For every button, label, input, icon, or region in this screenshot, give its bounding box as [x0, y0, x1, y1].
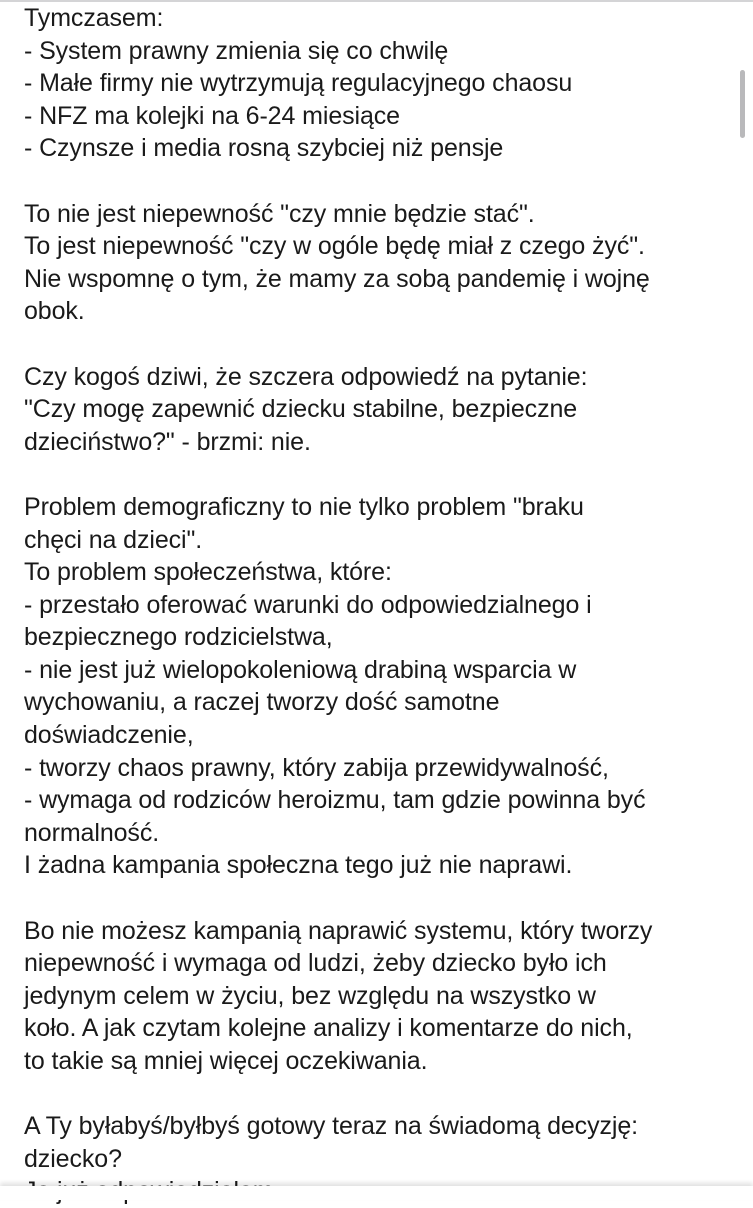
- text-line: obok.: [24, 297, 85, 326]
- paragraph-uncertainty: [24, 198, 729, 328]
- text-line: To problem społeczeństwa, które:: [24, 558, 392, 587]
- post-text-body: [24, 2, 729, 1208]
- text-line: niepewność i wymaga od ludzi, żeby dziecko było ich: [24, 949, 607, 978]
- text-line: I żadna kampania społeczna tego już nie naprawi.: [24, 851, 573, 880]
- list-item: - System prawny zmienia się co chwilę: [24, 36, 449, 65]
- text-line: To nie jest niepewność "czy mnie będzie stać".: [24, 199, 535, 228]
- text-line: A Ty byłabyś/byłbyś gotowy teraz na świadomą decyzję:: [24, 1112, 638, 1141]
- text-line: Bo nie możesz kampanią naprawić systemu, który tworzy: [24, 916, 653, 945]
- paragraph-demographic-problem: [24, 491, 729, 882]
- text-line: Nie wspomnę o tym, że mamy za sobą pandemię i wojnę: [24, 264, 650, 293]
- text-line: Problem demograficzny to nie tylko problem "braku: [24, 492, 584, 521]
- list-item: - Czynsze i media rosną szybciej niż pensje: [24, 134, 504, 163]
- bottom-edge-bar: [0, 1186, 753, 1200]
- text-line: wychowaniu, a raczej tworzy dość samotne: [24, 688, 500, 717]
- text-line: Tymczasem:: [24, 4, 164, 32]
- list-item: - Małe firmy nie wytrzymują regulacyjnego chaosu: [24, 69, 573, 98]
- list-item: - NFZ ma kolejki na 6-24 miesiące: [24, 101, 400, 130]
- paragraph-campaign: [24, 915, 729, 1078]
- vertical-scrollbar[interactable]: [737, 0, 753, 1185]
- paragraph-question: [24, 361, 729, 459]
- scrollbar-thumb[interactable]: [740, 70, 745, 138]
- text-line: Czy kogoś dziwi, że szczera odpowiedź na pytanie:: [24, 362, 588, 391]
- text-line: "Czy mogę zapewnić dziecku stabilne, bezpieczne: [24, 395, 578, 424]
- text-line: chęci na dzieci".: [24, 525, 203, 554]
- list-item: - przestało oferować warunki do odpowiedzialnego i: [24, 590, 592, 619]
- list-item: - wymaga od rodziców heroizmu, tam gdzie powinna być: [24, 786, 646, 815]
- text-line: koło. A jak czytam kolejne analizy i komentarze do nich,: [24, 1014, 633, 1043]
- paragraph-intro-list: [24, 2, 729, 165]
- text-line: dziecko?: [24, 1144, 122, 1173]
- list-item: - tworzy chaos prawny, który zabija przewidywalność,: [24, 753, 609, 782]
- text-line: normalność.: [24, 818, 160, 847]
- text-line: dzieciństwo?" - brzmi: nie.: [24, 427, 311, 456]
- text-line: To jest niepewność "czy w ogóle będę miał z czego żyć".: [24, 232, 645, 261]
- text-line: jedynym celem w życiu, bez względu na wszystko w: [24, 981, 596, 1010]
- text-line: to takie są mniej więcej oczekiwania.: [24, 1047, 428, 1075]
- text-line: bezpiecznego rodzicielstwa,: [24, 623, 333, 652]
- text-line: doświadczenie,: [24, 721, 194, 750]
- list-item: - nie jest już wielopokoleniową drabiną wsparcia w: [24, 655, 577, 684]
